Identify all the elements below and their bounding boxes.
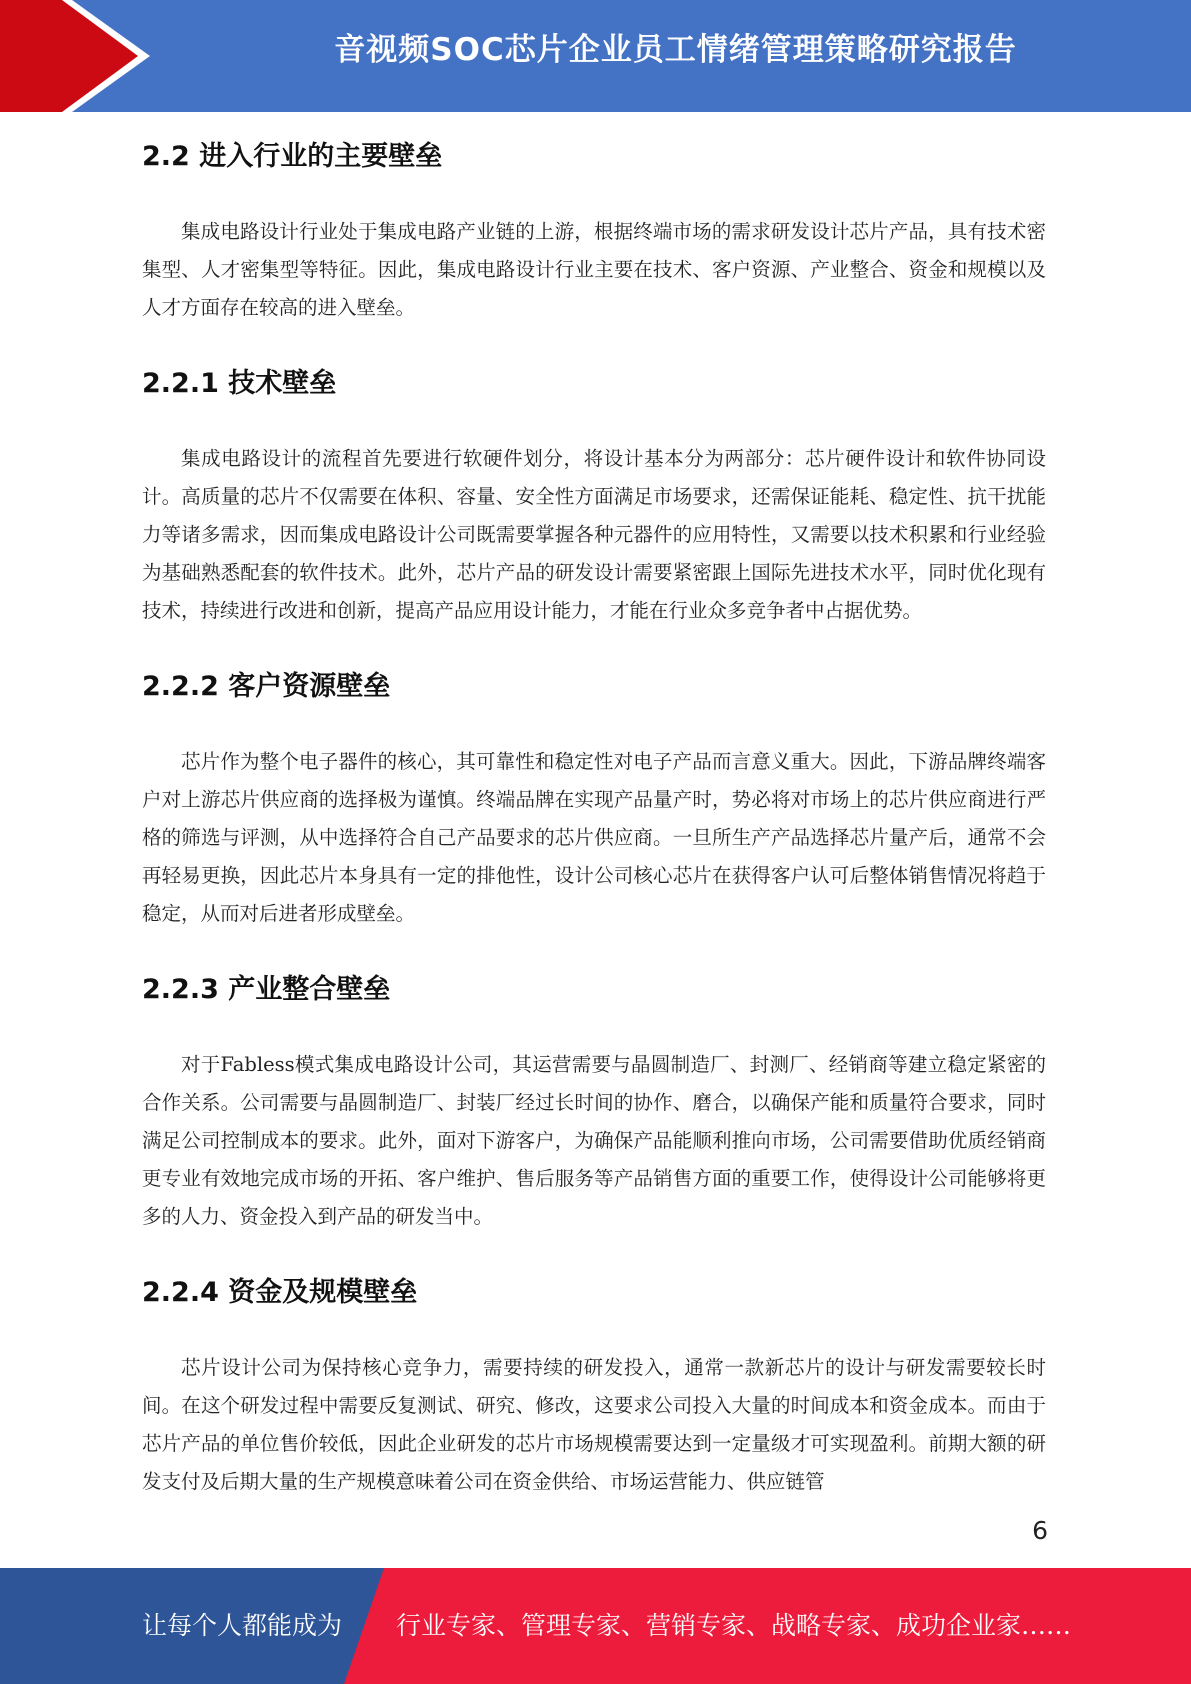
section-2-2 <box>142 134 1046 327</box>
section-paragraph: 对于Fabless模式集成电路设计公司，其运营需要与晶圆制造厂、封测厂、经销商等建立稳定紧密的合作关系。公司需要与晶圆制造厂、封装厂经过长时间的协作、磨合，以确保产能和质量符合要求，同时满足公司控制成本的要求。此外，面对下游客户，为确保产品能顺利推向市场，公司需要借助优质经销商更专业有效地完成市场的开拓、客户维护、售后服务等产品销售方面的重要工作，使得设计公司能够将更多的人力、资金投入到产品的研发当中。 <box>142 1053 1046 1228</box>
section-2-2-4 <box>142 1270 1046 1501</box>
footer-slogan-right: 行业专家、管理专家、营销专家、战略专家、成功企业家…… <box>396 1611 1072 1640</box>
section-heading: 2.2.4 资金及规模壁垒 <box>142 1277 418 1308</box>
section-2-2-2 <box>142 664 1046 933</box>
page-content <box>142 118 1046 1501</box>
section-paragraph: 集成电路设计行业处于集成电路产业链的上游，根据终端市场的需求研发设计芯片产品，具有技术密集型、人才密集型等特征。因此，集成电路设计行业主要在技术、客户资源、产业整合、资金和规模以及人才方面存在较高的进入壁垒。 <box>142 220 1046 319</box>
footer-slogan-left: 让每个人都能成为 <box>142 1611 343 1640</box>
footer-band <box>0 1568 1191 1684</box>
section-heading: 2.2 进入行业的主要壁垒 <box>142 141 443 172</box>
section-heading: 2.2.3 产业整合壁垒 <box>142 974 391 1005</box>
header-band <box>0 0 1191 112</box>
section-paragraph: 芯片设计公司为保持核心竞争力，需要持续的研发投入，通常一款新芯片的设计与研发需要较长时间。在这个研发过程中需要反复测试、研究、修改，这要求公司投入大量的时间成本和资金成本。而由于芯片产品的单位售价较低，因此企业研发的芯片市场规模需要达到一定量级才可实现盈利。前期大额的研发支付及后期大量的生产规模意味着公司在资金供给、市场运营能力、供应链管 <box>142 1356 1046 1493</box>
section-paragraph: 芯片作为整个电子器件的核心，其可靠性和稳定性对电子产品而言意义重大。因此，下游品牌终端客户对上游芯片供应商的选择极为谨慎。终端品牌在实现产品量产时，势必将对市场上的芯片供应商进行严格的筛选与评测，从中选择符合自己产品要求的芯片供应商。一旦所生产产品选择芯片量产后，通常不会再轻易更换，因此芯片本身具有一定的排他性，设计公司核心芯片在获得客户认可后整体销售情况将趋于稳定，从而对后进者形成壁垒。 <box>142 750 1046 925</box>
report-title: 音视频SOC芯片企业员工情绪管理策略研究报告 <box>334 32 1017 68</box>
section-2-2-1 <box>142 361 1046 630</box>
section-2-2-3 <box>142 967 1046 1236</box>
page-number: 6 <box>1032 1516 1048 1545</box>
section-paragraph: 集成电路设计的流程首先要进行软硬件划分，将设计基本分为两部分：芯片硬件设计和软件协同设计。高质量的芯片不仅需要在体积、容量、安全性方面满足市场要求，还需保证能耗、稳定性、抗干扰能力等诸多需求，因而集成电路设计公司既需要掌握各种元器件的应用特性，又需要以技术积累和行业经验为基础熟悉配套的软件技术。此外，芯片产品的研发设计需要紧密跟上国际先进技术水平，同时优化现有技术，持续进行改进和创新，提高产品应用设计能力，才能在行业众多竞争者中占据优势。 <box>142 447 1046 622</box>
section-heading: 2.2.2 客户资源壁垒 <box>142 671 391 702</box>
section-heading: 2.2.1 技术壁垒 <box>142 368 337 399</box>
